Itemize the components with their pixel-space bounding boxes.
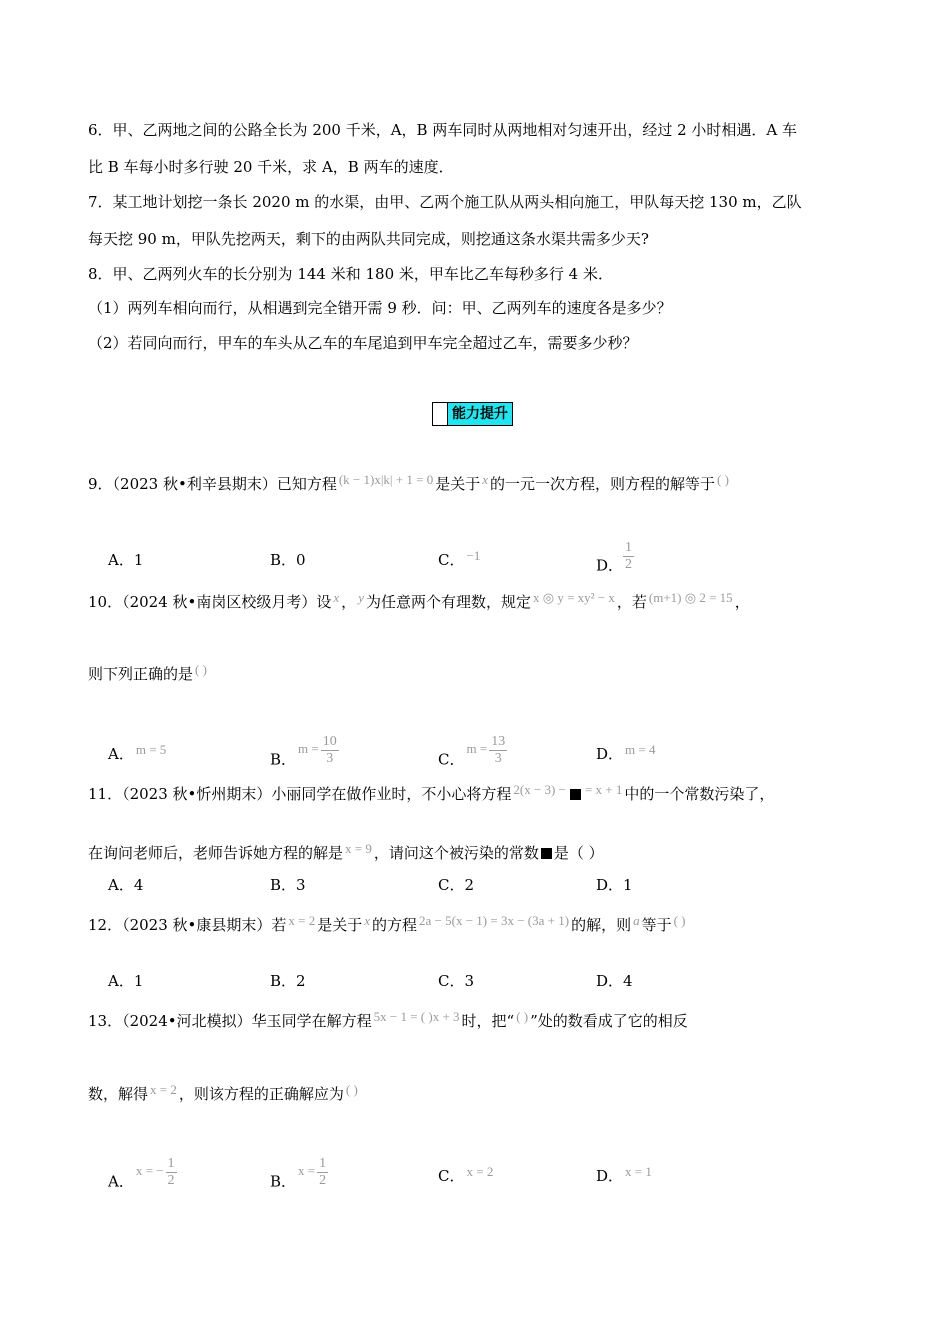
smudged-constant-block-2 bbox=[541, 848, 552, 859]
q12-a: a bbox=[633, 913, 640, 928]
q13-option-b-den: 2 bbox=[319, 1173, 327, 1188]
q13-option-a-pre: x = − bbox=[135, 1162, 164, 1178]
q13-option-c-math: x = 2 bbox=[466, 1164, 494, 1179]
q8-sub2: （2）若同向而行，甲车的车头从乙车的车尾追到甲车完全超过乙车，需要多少秒？ bbox=[88, 334, 638, 352]
q11-option-d: D．1 bbox=[596, 876, 633, 894]
q10-option-a-math: m = 5 bbox=[135, 742, 167, 757]
q9-equation: (k − 1)x|k| + 1 = 0 bbox=[338, 472, 434, 487]
q13-option-a-den: 2 bbox=[167, 1173, 175, 1188]
q13-mid: 时，把“ bbox=[461, 1012, 515, 1030]
q12-option-b: B．2 bbox=[270, 972, 306, 990]
q13-option-b-pre: x = bbox=[298, 1162, 316, 1178]
q13-answer-paren: ( ) bbox=[345, 1082, 358, 1097]
q10-stem bbox=[88, 592, 750, 613]
q13-option-d-label: D． bbox=[596, 1167, 624, 1185]
q10-option-a bbox=[108, 744, 168, 765]
q12-option-d: D．4 bbox=[596, 972, 633, 990]
q10-condition: (m+1) ◎ 2 = 15 bbox=[648, 590, 733, 605]
q13-option-a-num: 1 bbox=[167, 1156, 175, 1171]
q9-mid: 是关于 bbox=[435, 475, 481, 493]
q10-option-b-label: B． bbox=[270, 750, 297, 769]
q10-end: ， bbox=[734, 593, 750, 611]
q6-line1: 6．甲、乙两地之间的公路全长为 200 千米，A，B 两车同时从两地相对匀速开出，经过 2 小时相遇．A 车 bbox=[88, 121, 798, 139]
q11-line2 bbox=[88, 843, 604, 864]
q10-comma: ， bbox=[341, 593, 357, 611]
q12-var: x bbox=[364, 913, 371, 928]
q12-stem bbox=[88, 915, 688, 936]
q10-mid: 为任意两个有理数，规定 bbox=[365, 593, 531, 611]
q13-suffix: ”处的数看成了它的相反 bbox=[530, 1012, 688, 1030]
q11-line2-mid: ，请问这个被污染的常数 bbox=[373, 844, 539, 862]
q9-var: x bbox=[482, 472, 488, 487]
q11-suffix: 中的一个常数污染了， bbox=[624, 785, 775, 803]
q12-option-c: C．3 bbox=[438, 972, 475, 990]
q9-option-c bbox=[438, 550, 482, 571]
q12-equation: 2a − 5(x − 1) = 3x − (3a + 1) bbox=[419, 913, 570, 928]
section-heading-box bbox=[433, 403, 448, 425]
q10-x: x bbox=[333, 590, 340, 605]
q12-option-a: A．1 bbox=[108, 972, 144, 990]
q10-mid2: ，若 bbox=[616, 593, 647, 611]
q8-sub1: （1）两列车相向而行，从相遇到完全错开需 9 秒．问：甲、乙两列车的速度各是多少？ bbox=[88, 299, 672, 317]
q10-line2-text: 则下列正确的是 bbox=[88, 665, 194, 683]
q13-option-b-num: 1 bbox=[319, 1156, 327, 1171]
q10-option-b-fraction bbox=[321, 734, 339, 767]
q13-line2 bbox=[88, 1084, 360, 1105]
q11-option-c: C．2 bbox=[438, 876, 475, 894]
q10-option-c-pre: m = bbox=[466, 740, 488, 756]
q7-line2: 每天挖 90 m，甲队先挖两天，剩下的由两队共同完成，则挖通这条水渠共需多少天? bbox=[88, 230, 649, 248]
q8-line1: 8．甲、乙两列火车的长分别为 144 米和 180 米，甲车比乙车每秒多行 4 米． bbox=[88, 265, 613, 283]
q9-option-c-math: −1 bbox=[466, 548, 481, 563]
q11-option-a: A．4 bbox=[108, 876, 144, 894]
q12-condition: x = 2 bbox=[288, 913, 316, 928]
q10-option-b-den: 3 bbox=[326, 751, 334, 766]
q9-option-d-fraction bbox=[623, 540, 634, 573]
q10-option-c-label: C． bbox=[438, 750, 465, 769]
q12-suffix: 等于 bbox=[641, 916, 672, 934]
q11-stem bbox=[88, 784, 774, 805]
section-heading-label: 能力提升 bbox=[448, 403, 512, 425]
q10-option-d bbox=[596, 744, 657, 765]
q9-option-d-den: 2 bbox=[625, 557, 633, 572]
q10-option-c-fraction bbox=[489, 734, 507, 767]
q13-equation: 5x − 1 = ( )x + 3 bbox=[373, 1009, 460, 1024]
q12-answer-paren: ( ) bbox=[673, 913, 686, 928]
q9-suffix: 的一元一次方程，则方程的解等于 bbox=[490, 475, 716, 493]
q9-answer-paren: ( ) bbox=[717, 472, 729, 487]
q12-mid2: 的方程 bbox=[372, 916, 418, 934]
q10-option-b-pre: m = bbox=[298, 740, 319, 756]
q13-line2-pre: 数，解得 bbox=[88, 1085, 149, 1103]
q13-option-a-fraction bbox=[166, 1156, 177, 1189]
q13-option-d-math: x = 1 bbox=[625, 1164, 652, 1179]
q10-option-c-den: 3 bbox=[494, 751, 502, 766]
q10-option-b bbox=[270, 734, 339, 777]
q13-solution: x = 2 bbox=[150, 1082, 177, 1097]
q11-option-b: B．3 bbox=[270, 876, 306, 894]
q13-option-c bbox=[438, 1166, 495, 1187]
q13-paren-quote: ( ) bbox=[516, 1009, 529, 1024]
q11-line2-end: 是（ ） bbox=[553, 844, 604, 862]
q11-eq-right: = x + 1 bbox=[584, 782, 623, 797]
section-heading bbox=[432, 402, 513, 426]
q10-definition: x ◎ y = xy² − x bbox=[532, 590, 615, 605]
q9-option-d-label: D． bbox=[596, 556, 624, 575]
smudged-constant-block bbox=[570, 789, 581, 800]
q9-option-d bbox=[596, 540, 634, 583]
q10-option-c bbox=[438, 734, 507, 777]
q13-option-c-label: C． bbox=[438, 1167, 465, 1185]
q13-option-a bbox=[108, 1156, 177, 1199]
q9-option-b: B．0 bbox=[270, 551, 306, 569]
q9-prefix: 9．（2023 秋•利辛县期末）已知方程 bbox=[88, 475, 337, 493]
q10-option-b-num: 10 bbox=[322, 734, 337, 749]
q10-y: y bbox=[358, 590, 364, 605]
q9-option-d-num: 1 bbox=[625, 540, 633, 555]
q12-mid3: 的解，则 bbox=[571, 916, 632, 934]
q10-option-a-label: A． bbox=[108, 745, 134, 763]
q13-option-b bbox=[270, 1156, 328, 1199]
q10-answer-paren: ( ) bbox=[195, 662, 207, 677]
q10-line2 bbox=[88, 664, 209, 685]
q13-line2-mid: ，则该方程的正确解应为 bbox=[178, 1085, 344, 1103]
q13-option-d bbox=[596, 1166, 654, 1187]
q7-line1: 7．某工地计划挖一条长 2020 m 的水渠，由甲、乙两个施工队从两头相向施工，甲队每天挖 130 m，乙队 bbox=[88, 193, 802, 211]
q13-stem bbox=[88, 1011, 688, 1032]
q11-prefix: 11．（2023 秋•忻州期末）小丽同学在做作业时，不小心将方程 bbox=[88, 785, 512, 803]
q9-stem bbox=[88, 474, 731, 495]
q12-prefix: 12．（2023 秋•康县期末）若 bbox=[88, 916, 287, 934]
q10-prefix: 10．（2024 秋•南岗区校级月考）设 bbox=[88, 593, 332, 611]
q13-option-b-label: B． bbox=[270, 1172, 297, 1191]
q11-solution: x = 9 bbox=[345, 841, 372, 856]
q10-option-d-math: m = 4 bbox=[625, 742, 656, 757]
q11-line2-pre: 在询问老师后，老师告诉她方程的解是 bbox=[88, 844, 344, 862]
q13-prefix: 13．（2024•河北模拟）华玉同学在解方程 bbox=[88, 1012, 372, 1030]
q11-eq-left: 2(x − 3) − bbox=[513, 782, 566, 797]
q10-option-c-num: 13 bbox=[491, 734, 506, 749]
q13-option-a-label: A． bbox=[108, 1172, 134, 1191]
q12-mid: 是关于 bbox=[317, 916, 363, 934]
q13-option-b-fraction bbox=[317, 1156, 328, 1189]
q9-option-c-label: C． bbox=[438, 551, 465, 569]
q6-line2: 比 B 车每小时多行驶 20 千米，求 A，B 两车的速度． bbox=[88, 158, 454, 176]
q10-option-d-label: D． bbox=[596, 745, 624, 763]
q9-option-a: A．1 bbox=[108, 551, 144, 569]
